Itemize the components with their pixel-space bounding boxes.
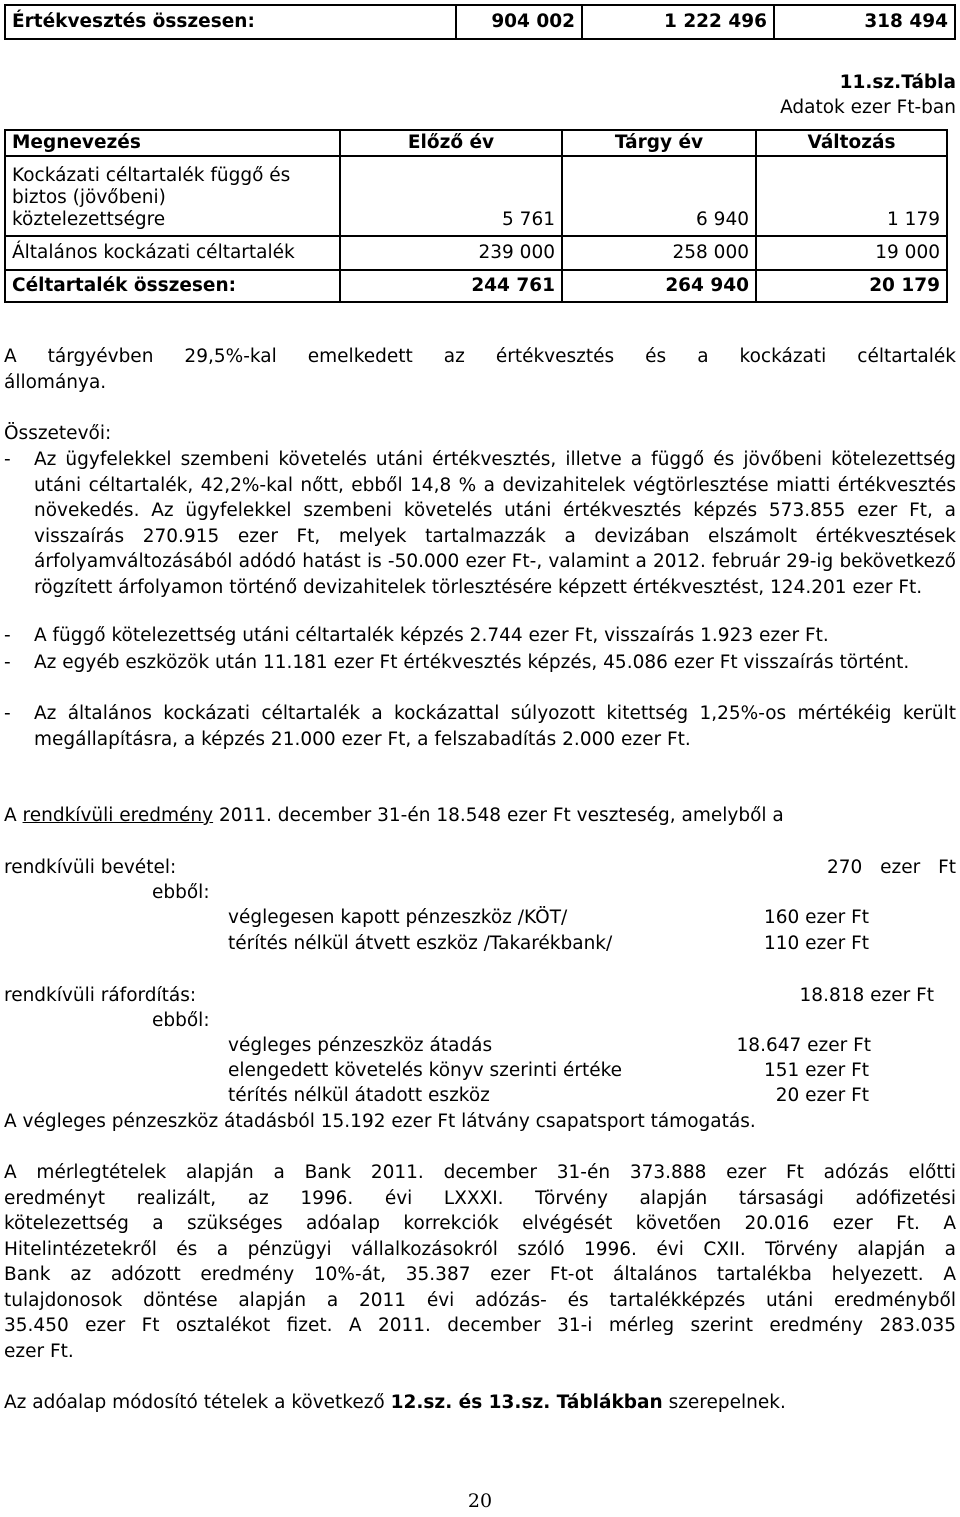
row-change: 19 000: [756, 236, 947, 270]
table-ref: 11.sz.Tábla: [839, 72, 956, 93]
summary-curr: 1 222 496: [582, 5, 774, 39]
col-header-curr: Tárgy év: [562, 130, 756, 156]
income-item-value: 110 ezer Ft: [763, 933, 869, 954]
list-item-text: Az egyéb eszközök után 11.181 ezer Ft értékvesztés képzés, 45.086 ezer Ft visszaírás történt.: [34, 652, 910, 673]
list-item-text: A függő kötelezettség utáni céltartalék képzés 2.744 ezer Ft, visszaírás 1.923 ezer Ft.: [34, 625, 829, 646]
paragraph-line: Hitelintézetekről és a pénzügyi vállalkozásokról szóló 1996. évi CXII. Törvény alapján a: [4, 1239, 956, 1260]
table-unit: Adatok ezer Ft-ban: [780, 97, 956, 118]
paragraph-line: tulajdonosok döntése alapján a 2011 évi adózás- és tartalékképzés utáni eredményből: [4, 1290, 956, 1311]
income-label: rendkívüli bevétel:: [4, 857, 177, 878]
table-row: [5, 156, 947, 236]
expense-item-label: végleges pénzeszköz átadás: [228, 1035, 493, 1056]
row-name-line: Kockázati céltartalék függő és: [12, 165, 291, 186]
row-curr: 6 940: [562, 156, 756, 236]
list-dash: -: [4, 625, 11, 646]
income-item-label: térítés nélkül átvett eszköz /Takarékbank/: [228, 933, 613, 954]
total-prev: 244 761: [340, 270, 562, 302]
list-item: [4, 447, 956, 601]
row-name-line: köztelezettségre: [12, 209, 166, 230]
list-item-text: Az ügyfelekkel szembeni követelés utáni értékvesztés, illetve a függő és jövőbeni kötelezettség utáni céltartalék, 42,2%-kal nőtt, ebből 14,8 % a devizahitelek végtörlesztése miatti értékvesztés növekedés. Az ügyfelekkel szembeni követelés utáni értékvesztés képzés 573.855 ezer Ft, a visszaírás 270.915 ezer Ft, melyek tartalmazzák a devizában elszámolt értékvesztések árfolyamváltozásából adódó hatást is -50.000 ezer Ft-, valamint a 2012. február 29-ig bekövetkező rögzített árfolyamon történő devizahitelek törlesztésére képzett értékvesztést, 124.201 ezer Ft.: [34, 449, 956, 598]
paragraph-line: állománya.: [4, 372, 107, 393]
row-curr: 258 000: [562, 236, 756, 270]
row-change: 1 179: [756, 156, 947, 236]
table-total-row: [5, 270, 947, 302]
expense-item-value: 18.647 ezer Ft: [736, 1035, 871, 1056]
list-dash: -: [4, 449, 11, 470]
list-item: [4, 701, 956, 752]
list-item: [4, 650, 956, 676]
summary-change: 318 494: [774, 5, 955, 39]
final-bold: 12.sz. és 13.sz. Táblákban: [390, 1392, 663, 1413]
provision-table: [4, 129, 948, 303]
paragraph-line: A mérlegtételek alapján a Bank 2011. december 31-én 373.888 ezer Ft adózás előtti: [4, 1162, 956, 1183]
paragraph-line: Bank az adózott eredmény 10%-át, 35.387 ezer Ft-ot általános tartalékba helyezett. A: [4, 1264, 956, 1285]
row-name-line: biztos (jövőbeni): [12, 187, 166, 208]
final-line: [4, 1390, 956, 1416]
extra-suffix: 2011. december 31-én 18.548 ezer Ft veszteség, amelyből a: [218, 805, 784, 826]
col-header-prev: Előző év: [340, 130, 562, 156]
page-number: 20: [467, 1490, 493, 1512]
total-curr: 264 940: [562, 270, 756, 302]
paragraph-line: A tárgyévben 29,5%-kal emelkedett az értékvesztés és a kockázati céltartalék: [4, 346, 956, 367]
expense-item-label: térítés nélkül átadott eszköz: [228, 1085, 490, 1106]
paragraph-line: ezer Ft.: [4, 1341, 74, 1362]
table-header-row: [5, 130, 947, 156]
col-header-name: Megnevezés: [5, 130, 340, 156]
expense-total: 18.818 ezer Ft: [799, 985, 934, 1006]
extra-prefix: A: [4, 805, 17, 826]
income-ebbol: ebből:: [152, 882, 210, 903]
expense-item-value: 20 ezer Ft: [775, 1085, 869, 1106]
row-name-cell: [5, 156, 340, 236]
paragraph-line: kötelezettség a szükséges adóalap korrekciók elvégését követően 20.016 ezer Ft. A: [4, 1213, 956, 1234]
list-dash: -: [4, 703, 11, 724]
summary-prev: 904 002: [456, 5, 582, 39]
row-name: Általános kockázati céltartalék: [5, 236, 340, 270]
col-header-change: Változás: [756, 130, 947, 156]
components-title: Összetevői:: [4, 423, 112, 444]
expense-label: rendkívüli ráfordítás:: [4, 985, 197, 1006]
extraordinary-line: [4, 803, 956, 829]
income-total: 270 ezer Ft: [826, 857, 956, 878]
row-prev: 239 000: [340, 236, 562, 270]
row-prev: 5 761: [340, 156, 562, 236]
list-dash: -: [4, 652, 11, 673]
support-line: A végleges pénzeszköz átadásból 15.192 ezer Ft látvány csapatsport támogatás.: [4, 1111, 756, 1132]
expense-item-value: 151 ezer Ft: [763, 1060, 869, 1081]
paragraph-line: 35.450 ezer Ft osztalékot fizet. A 2011. december 31-i mérleg szerint eredmény 283.035: [4, 1315, 956, 1336]
final-text: Az adóalap módosító tételek a következő: [4, 1392, 385, 1413]
income-item-value: 160 ezer Ft: [763, 907, 869, 928]
list-item: [4, 623, 956, 649]
income-item-label: véglegesen kapott pénzeszköz /KÖT/: [228, 907, 568, 928]
summary-table: [4, 4, 956, 40]
total-name: Céltartalék összesen:: [5, 270, 340, 302]
table-row: [5, 236, 947, 270]
list-item-text: Az általános kockázati céltartalék a kockázattal súlyozott kitettség 1,25%-os mértékéig került megállapításra, a képzés 21.000 ezer Ft, a felszabadítás 2.000 ezer Ft.: [34, 703, 956, 750]
extra-link: rendkívüli eredmény: [22, 805, 214, 826]
expense-ebbol: ebből:: [152, 1010, 210, 1031]
total-change: 20 179: [756, 270, 947, 302]
expense-item-label: elengedett követelés könyv szerinti értéke: [228, 1060, 623, 1081]
final-text: szerepelnek.: [668, 1392, 786, 1413]
paragraph-line: eredményt realizált, az 1996. évi LXXXI. Törvény alapján társasági adófizetési: [4, 1188, 956, 1209]
summary-label: Értékvesztés összesen:: [5, 5, 456, 39]
